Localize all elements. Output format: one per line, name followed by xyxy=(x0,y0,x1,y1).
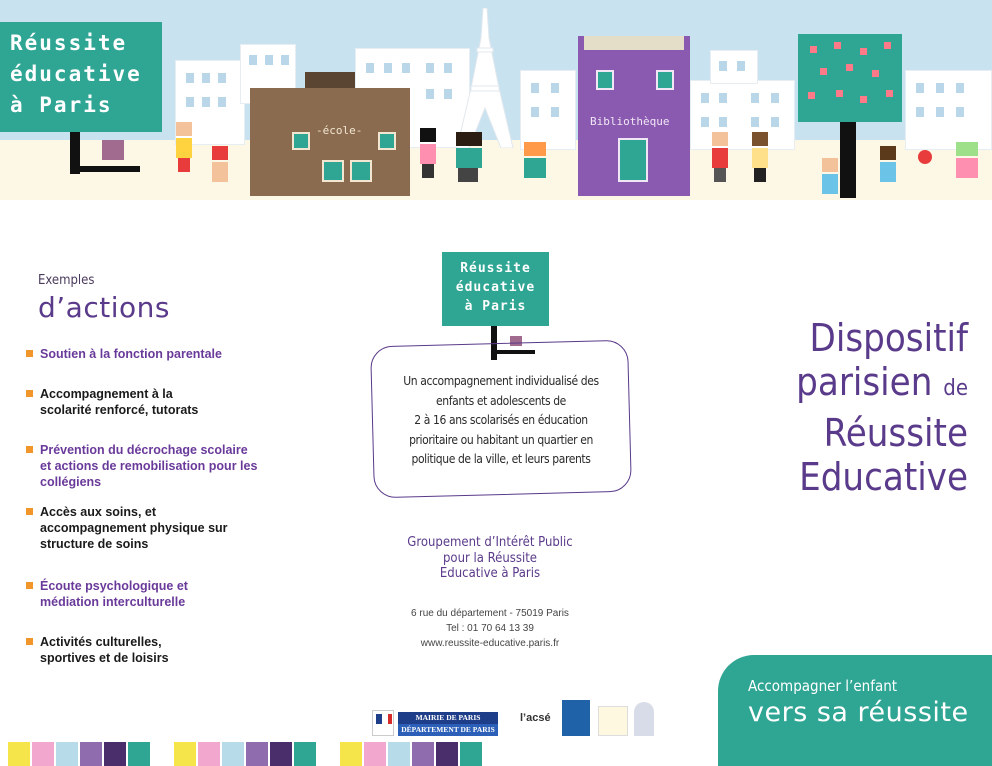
action-text: scolarité renforcé, tutorats xyxy=(40,403,199,417)
title-line xyxy=(760,360,968,411)
library-window xyxy=(656,70,674,90)
color-stripe xyxy=(412,742,434,766)
color-stripe xyxy=(32,742,54,766)
child-figure xyxy=(176,122,192,172)
action-text: et actions de remobilisation pour les xyxy=(40,459,258,473)
action-text: Écoute psychologique et xyxy=(40,579,188,593)
acse-logo: l’acsé xyxy=(520,712,551,724)
color-stripe xyxy=(246,742,268,766)
child-figure xyxy=(524,142,546,178)
mairie-label: MAIRIE DE PARIS xyxy=(398,712,498,724)
title-word: parisien xyxy=(796,360,933,404)
middle-logo-line: à Paris xyxy=(464,299,527,314)
action-item xyxy=(26,346,296,362)
action-text: structure de soins xyxy=(40,537,149,551)
school-window xyxy=(378,132,396,150)
child-figure xyxy=(822,158,838,194)
background-building xyxy=(905,70,992,150)
actions-heading: d’actions xyxy=(38,291,170,324)
bubble-line: politique de la ville, et leurs parents xyxy=(411,452,591,466)
action-item xyxy=(26,578,296,610)
color-stripe xyxy=(174,742,196,766)
hero-logo-line: éducative xyxy=(10,62,142,86)
partner-logos xyxy=(372,698,658,738)
bubble-line: enfants et adolescents de xyxy=(436,393,566,408)
action-text: Prévention du décrochage scolaire xyxy=(40,443,248,457)
organization-line: Groupement d’Intérêt Public xyxy=(407,535,573,550)
action-item xyxy=(26,634,296,666)
departement-label: DÉPARTEMENT DE PARIS xyxy=(398,724,498,736)
title-line: Educative xyxy=(799,455,968,499)
color-stripe xyxy=(128,742,150,766)
tree-trunk xyxy=(840,122,856,198)
republique-francaise-logo xyxy=(372,710,394,736)
action-text: Accès aux soins, et xyxy=(40,505,157,519)
organization-line: pour la Réussite xyxy=(442,550,537,566)
color-stripe xyxy=(340,742,362,766)
action-text: collégiens xyxy=(40,475,102,489)
caf-logo xyxy=(562,700,590,736)
action-text: Activités culturelles, xyxy=(40,635,162,649)
action-text: Accompagnement à la xyxy=(40,387,173,401)
actions-heading-small: Exemples xyxy=(38,273,95,288)
library-book-top xyxy=(584,36,684,50)
hero-logo-line: à Paris xyxy=(10,93,113,117)
academie-logo xyxy=(634,702,654,736)
bubble-text xyxy=(388,372,614,470)
color-stripe xyxy=(436,742,458,766)
tagline-small: Accompagner l’enfant xyxy=(748,677,898,695)
action-text: accompagnement physique sur xyxy=(40,521,228,535)
bird-icon xyxy=(102,140,124,160)
color-stripe xyxy=(56,742,78,766)
adult-figure xyxy=(752,132,768,182)
action-item xyxy=(26,386,296,418)
bubble-line: 2 à 16 ans scolarisés en éducation xyxy=(414,413,588,427)
sign-shelf xyxy=(70,166,140,172)
color-stripe xyxy=(80,742,102,766)
adult-figure xyxy=(420,128,436,178)
title-word: de xyxy=(943,376,968,401)
background-building xyxy=(690,80,795,150)
action-text: sportives et de loisirs xyxy=(40,651,169,665)
school-label: -école- xyxy=(316,124,363,137)
brochure-title xyxy=(760,316,968,499)
middle-logo-line: éducative xyxy=(455,280,536,295)
mairie-de-paris-logo xyxy=(398,712,498,736)
tree-crown xyxy=(798,34,902,122)
bubble-line: prioritaire ou habitant un quartier en xyxy=(409,432,593,447)
title-line: Réussite xyxy=(823,411,968,455)
address: 6 rue du département - 75019 Paris xyxy=(411,608,569,619)
school-window xyxy=(292,132,310,150)
action-text: médiation interculturelle xyxy=(40,595,186,609)
school-roof xyxy=(305,72,355,88)
eiffel-tower-icon xyxy=(455,8,515,148)
website-link[interactable]: www.reussite-educative.paris.fr xyxy=(420,638,560,649)
phone: Tel : 01 70 64 13 39 xyxy=(446,623,534,634)
hero-logo xyxy=(0,22,162,132)
color-stripe xyxy=(460,742,482,766)
organization-name xyxy=(382,535,598,582)
color-stripe xyxy=(198,742,220,766)
background-building xyxy=(710,50,758,84)
school-window xyxy=(350,160,372,182)
color-stripe xyxy=(104,742,126,766)
color-stripe xyxy=(388,742,410,766)
adult-figure xyxy=(712,132,728,182)
school-window xyxy=(322,160,344,182)
library-label: Bibliothèque xyxy=(590,115,670,128)
child-figure xyxy=(956,142,978,178)
child-figure xyxy=(212,146,228,182)
color-stripe xyxy=(364,742,386,766)
ball-icon xyxy=(918,150,932,164)
middle-logo xyxy=(442,252,549,326)
library-window xyxy=(596,70,614,90)
background-building xyxy=(520,70,576,150)
action-item xyxy=(26,504,296,552)
education-nationale-logo xyxy=(598,706,628,736)
bubble-line: Un accompagnement individualisé des xyxy=(403,374,599,388)
child-figure xyxy=(880,146,896,182)
action-text: Soutien à la fonction parentale xyxy=(40,347,222,361)
color-stripe xyxy=(270,742,292,766)
color-stripe xyxy=(222,742,244,766)
tagline-panel xyxy=(718,655,992,766)
tagline-big: vers sa réussite xyxy=(748,697,969,728)
organization-line: Educative à Paris xyxy=(439,566,541,581)
title-line: Dispositif xyxy=(809,316,968,360)
color-stripe xyxy=(8,742,30,766)
hero-logo-line: Réussite xyxy=(10,31,128,55)
color-stripe xyxy=(294,742,316,766)
adult-figure xyxy=(456,132,482,182)
library-door xyxy=(618,138,648,182)
action-item xyxy=(26,442,296,490)
hero-illustration xyxy=(0,0,992,200)
contact-info xyxy=(372,606,608,651)
middle-logo-line: Réussite xyxy=(460,261,531,276)
